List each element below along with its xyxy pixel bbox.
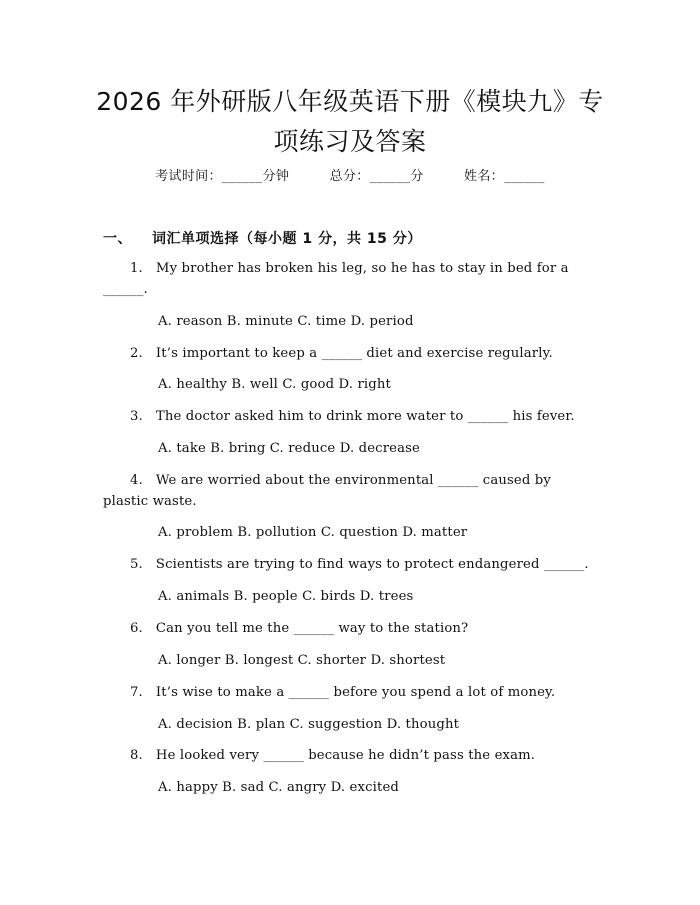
section-heading [103, 229, 422, 249]
question-number: 3. [130, 409, 143, 424]
section-number: 一、 [103, 231, 132, 247]
question-5 [103, 555, 598, 576]
question-number: 1. [130, 261, 143, 276]
question-number: 6. [130, 621, 143, 636]
question-number: 2. [130, 346, 143, 361]
question-2-options: A. healthy B. well C. good D. right [158, 377, 391, 392]
question-3 [103, 407, 598, 428]
section-title: 词汇单项选择（每小题 1 分，共 15 分） [152, 231, 422, 247]
exam-time: 考试时间：______分钟 [155, 169, 290, 184]
title-line-1: 2026 年外研版八年级英语下册《模块九》专 [96, 87, 604, 116]
question-1 [103, 259, 598, 300]
question-number: 7. [130, 685, 143, 700]
question-5-options: A. animals B. people C. birds D. trees [158, 589, 414, 604]
question-text: Scientists are trying to find ways to protect endangered ______. [155, 557, 589, 572]
exam-score: 总分：______分 [329, 169, 424, 184]
question-4 [103, 471, 598, 512]
question-3-options: A. take B. bring C. reduce D. decrease [158, 441, 421, 456]
question-text: My brother has broken his leg, so he has to stay in bed for a ______. [103, 261, 569, 297]
question-7-options: A. decision B. plan C. suggestion D. thought [158, 717, 460, 732]
question-7 [103, 683, 598, 704]
question-text: The doctor asked him to drink more water to ______ his fever. [155, 409, 575, 424]
question-4-options: A. problem B. pollution C. question D. matter [158, 525, 468, 540]
question-text: It’s important to keep a ______ diet and exercise regularly. [155, 346, 553, 361]
question-1-options: A. reason B. minute C. time D. period [158, 314, 414, 329]
question-number: 8. [130, 748, 143, 763]
document-title [60, 82, 640, 162]
title-line-2: 项练习及答案 [273, 127, 427, 156]
question-number: 4. [130, 473, 143, 488]
exam-info [0, 167, 700, 187]
question-text: We are worried about the environmental ______ caused by plastic waste. [103, 473, 551, 509]
question-6 [103, 619, 598, 640]
question-2 [103, 344, 598, 365]
question-6-options: A. longer B. longest C. shorter D. shortest [158, 653, 446, 668]
question-8 [103, 746, 598, 767]
question-number: 5. [130, 557, 143, 572]
question-text: He looked very ______ because he didn’t pass the exam. [155, 748, 536, 763]
question-text: It’s wise to make a ______ before you spend a lot of money. [155, 685, 556, 700]
question-text: Can you tell me the ______ way to the station? [155, 621, 469, 636]
exam-name: 姓名：______ [464, 169, 545, 184]
question-8-options: A. happy B. sad C. angry D. excited [158, 780, 400, 795]
